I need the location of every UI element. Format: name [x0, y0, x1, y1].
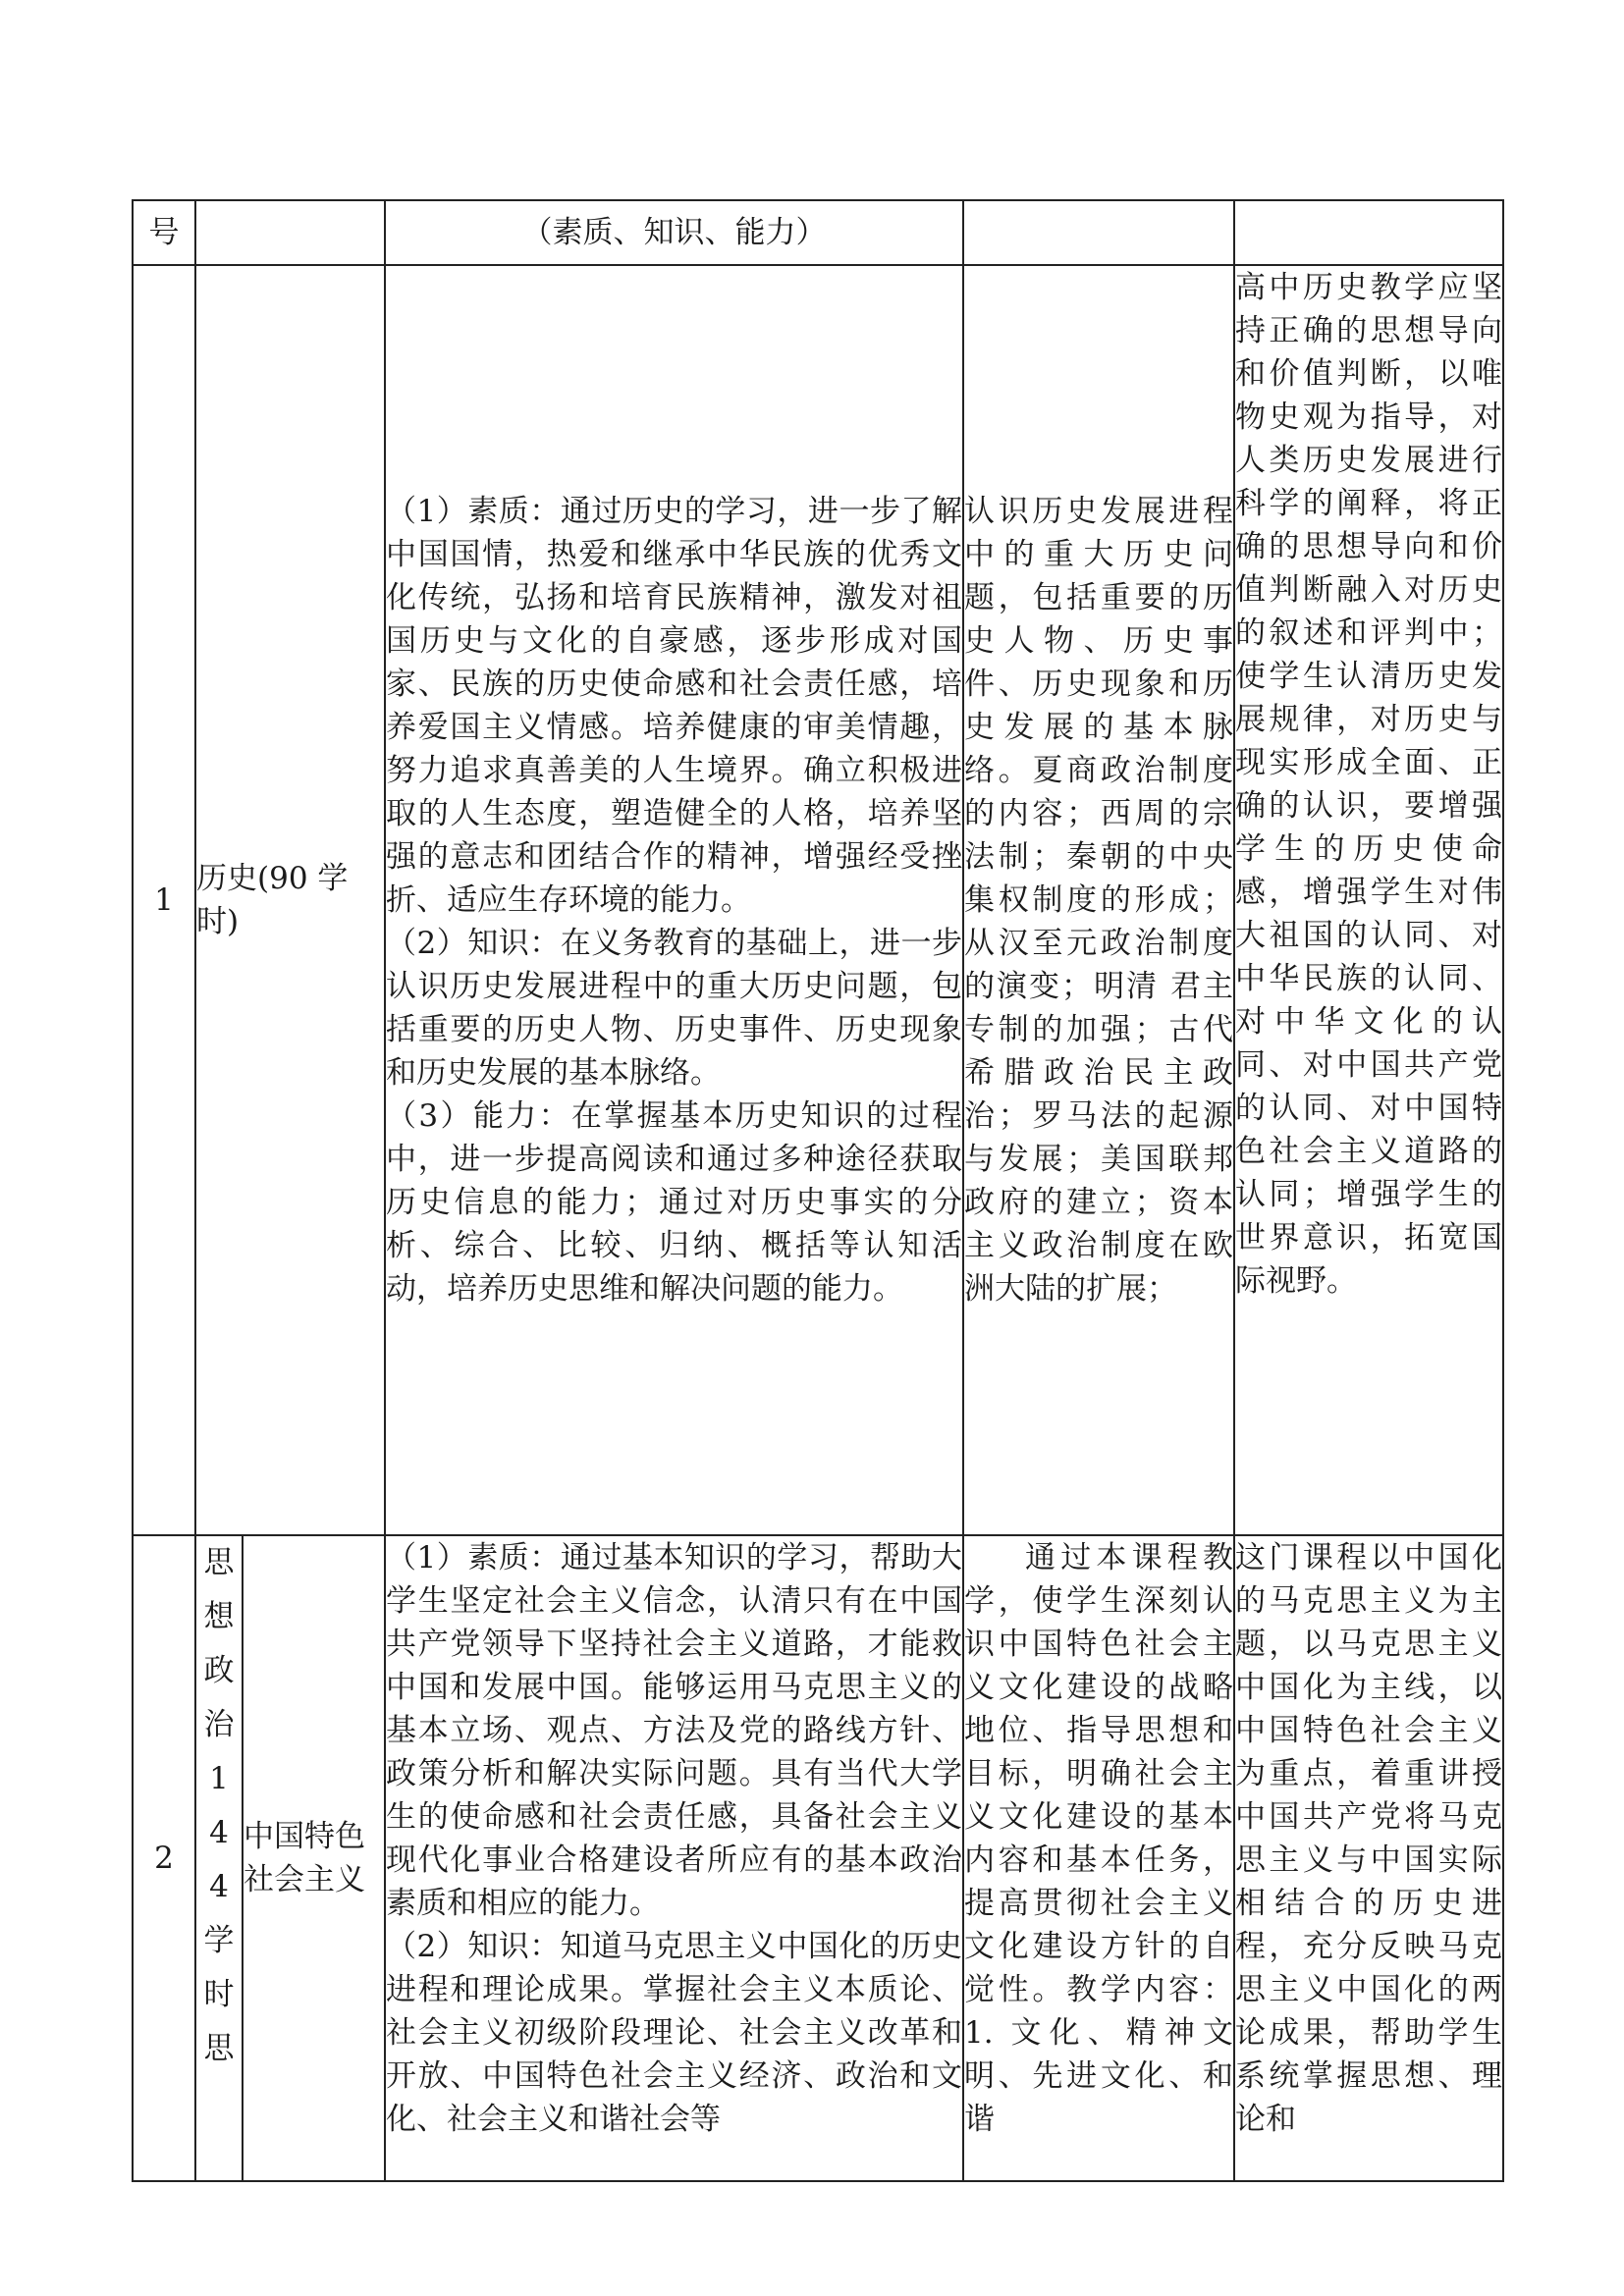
category-char: 时 — [203, 1977, 235, 2012]
header-requirements-cell — [1234, 200, 1503, 265]
category-char: 1 — [209, 1761, 229, 1796]
objective-quality: （1）素质：通过基本知识的学习，帮助大学生坚定社会主义信念，认清只有在中国共产党领导下坚持社会主义道路，才能救中国和发展中国。能够运用马克思主义的基本立场、观点、方法及党的路线方针、政策分析和解决实际问题。具有当代大学生的使命感和社会责任感，具备社会主义现代化事业合格建设者所应有的基本政治素质和相应的能力。 — [386, 1540, 962, 1921]
course-table — [132, 199, 1504, 2182]
header-course-cell — [195, 200, 385, 265]
header-number-cell: 号 — [133, 200, 195, 265]
row-number: 2 — [133, 1535, 195, 2181]
header-row — [133, 200, 1503, 265]
category-char: 学 — [203, 1923, 235, 1958]
table-row — [133, 265, 1503, 1535]
table-row — [133, 1535, 1503, 2181]
objective-knowledge: （2）知识：知道马克思主义中国化的历史进程和理论成果。掌握社会主义本质论、社会主义初级阶段理论、社会主义改革和开放、中国特色社会主义经济、政治和文化、社会主义和谐社会等 — [386, 1929, 962, 2137]
course-name: 中国特色社会主义 — [243, 1535, 385, 2181]
objective-quality: （1）素质：通过历史的学习，进一步了解中国国情，热爱和继承中华民族的优秀文化传统，弘扬和培育民族精神，激发对祖国历史与文化的自豪感，逐步形成对国家、民族的历史使命感和社会责任感，培养爱国主义情感。培养健康的审美情趣，努力追求真善美的人生境界。确立积极进取的人生态度，塑造健全的人格，培养坚强的意志和团结合作的精神，增强经受挫折、适应生存环境的能力。 — [386, 494, 962, 918]
objective-knowledge: （2）知识：在义务教育的基础上，进一步认识历史发展进程中的重大历史问题，包括重要的历史人物、历史事件、历史现象和历史发展的基本脉络。 — [386, 926, 962, 1091]
header-objectives-cell: （素质、知识、能力） — [385, 200, 963, 265]
requirements-cell: 高中历史教学应坚持正确的思想导向和价值判断，以唯物史观为指导，对人类历史发展进行科学的阐释，将正确的思想导向和价值判断融入对历史的叙述和评判中；使学生认清历史发展规律，对历史与现实形成全面、正确的认识，要增强学生的历史使命感，增强学生对伟大祖国的认同、对中华民族的认同、对中华文化的认同、对中国共产党的认同、对中国特色社会主义道路的认同；增强学生的世界意识，拓宽国际视野。 — [1234, 265, 1503, 1535]
content-cell: 通过本课程教学，使学生深刻认识中国特色社会主义文化建设的战略地位、指导思想和目标，明确社会主义文化建设的基本内容和基本任务，提高贯彻社会主义文化建设方针的自觉性。教学内容：1. 文化、精神文明、先进文化、和谐 — [963, 1535, 1234, 2181]
objectives-cell — [385, 265, 963, 1535]
course-name: 历史(90 学时) — [195, 265, 385, 1535]
header-content-cell — [963, 200, 1234, 265]
row-number: 1 — [133, 265, 195, 1535]
content-cell: 认识历史发展进程中的重大历史问题，包括重要的历史人物、历史事件、历史现象和历史发展的基本脉络。夏商政治制度的内容；西周的宗法制；秦朝的中央集权制度的形成；从汉至元政治制度的演变；明清 君主专制的加强；古代希腊政治民主政治；罗马法的起源与发展；美国联邦政府的建立；资本主义政治制度在欧洲大陆的扩展； — [963, 265, 1234, 1535]
category-char: 4 — [209, 1869, 229, 1904]
category-char: 4 — [209, 1815, 229, 1850]
requirements-cell: 这门课程以中国化的马克思主义为主题，以马克思主义中国化为主线，以中国特色社会主义为重点，着重讲授中国共产党将马克思主义与中国实际相结合的历史进程，充分反映马克思主义中国化的两论成果，帮助学生系统掌握思想、理论和 — [1234, 1535, 1503, 2181]
category-char: 治 — [203, 1707, 235, 1742]
category-char: 政 — [203, 1653, 235, 1688]
objectives-cell — [385, 1535, 963, 2181]
category-char: 思 — [203, 1545, 235, 1580]
category-char: 想 — [203, 1599, 235, 1634]
category-char: 思 — [203, 2031, 235, 2066]
objective-ability: （3）能力：在掌握基本历史知识的过程中，进一步提高阅读和通过多种途径获取历史信息的能力；通过对历史事实的分析、综合、比较、归纳、概括等认知活动，培养历史思维和解决问题的能力。 — [386, 1098, 962, 1307]
category-vertical — [195, 1535, 243, 2181]
